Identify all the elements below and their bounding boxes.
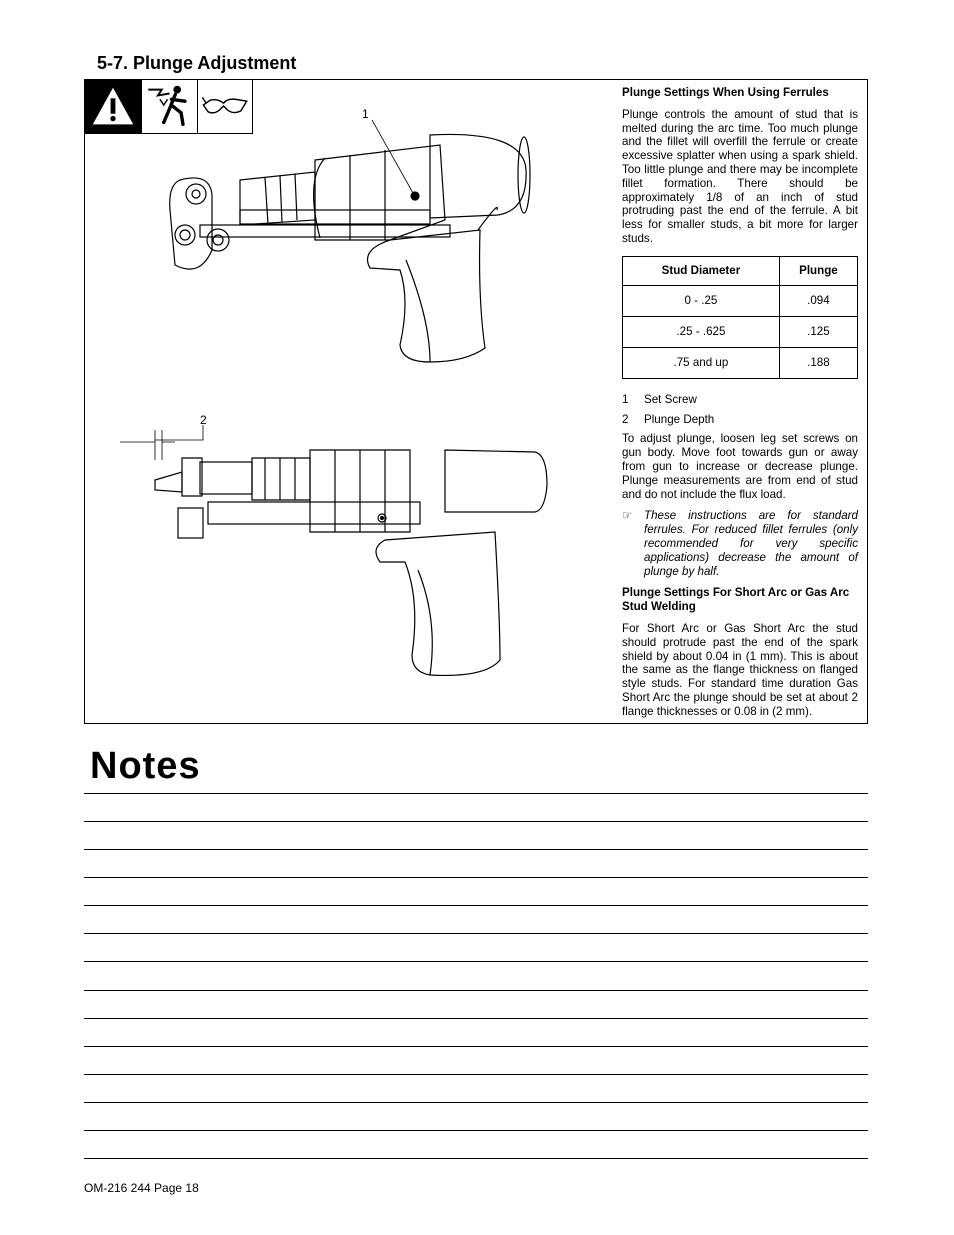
table-row [623,316,858,347]
plunge-table [622,256,858,379]
note-line [84,1074,868,1075]
note-line [84,793,868,794]
note-line [84,821,868,822]
ferrules-body: Plunge controls the amount of stud that is melted during the arc time. Too much plunge and the fillet will overfill the ferrule or create excessive splatter when using a spark shield. Too little plunge and there may be incomplete fillet formation. There should be approximately 1/8 of an inch of stud protruding past the end of the ferrule. A bit less for smaller studs, a bit more for larger studs. [622,107,858,245]
legend-item [622,393,858,407]
table-cell: .094 [779,285,857,316]
upper-gun-housing [315,145,445,240]
callout-2: 2 [200,413,207,427]
table-row [623,285,858,316]
lower-gun-handle [376,532,500,675]
note [622,509,858,578]
note-line [84,1130,868,1131]
notes-title: Notes [90,745,201,787]
note-line [84,1018,868,1019]
upper-gun-collet [240,172,315,225]
lower-gun-foot [182,458,202,496]
table-header-plunge: Plunge [779,256,857,285]
short-arc-body: For Short Arc or Gas Short Arc the stud should protrude past the end of the spark shield by about 0.04 in (1 mm). This is about the same as the flange thickness on flanged style studs. For standard time duration Gas Short Arc the plunge should be set at about 2 flange thicknesses or 0.08 in (2 mm). [622,621,858,718]
note-line [84,1158,868,1159]
upper-gun-handle [368,230,486,362]
short-arc-heading: Plunge Settings For Short Arc or Gas Arc Stud Welding [622,586,850,614]
note-line [84,961,868,962]
legend-number: 1 [622,392,629,406]
note-line [84,849,868,850]
note-line [84,905,868,906]
legend-label: Set Screw [644,392,697,406]
table-row [623,347,858,378]
note-line [84,1102,868,1103]
note-line [84,990,868,991]
stud-gun-illustration [100,100,570,690]
lower-gun-barrel [445,450,547,512]
table-header-row [623,256,858,285]
lower-gun-collet [252,458,310,500]
callout-1: 1 [362,107,369,121]
table-cell: .75 and up [623,347,780,378]
table-cell: .125 [779,316,857,347]
legend-item [622,413,858,427]
ferrules-heading: Plunge Settings When Using Ferrules [622,86,829,99]
instructions-column [622,86,858,727]
table-cell: .188 [779,347,857,378]
section-title: 5-7. Plunge Adjustment [97,53,297,73]
note-line [84,1046,868,1047]
note-line [84,877,868,878]
table-cell: .25 - .625 [623,316,780,347]
note-text: These instructions are for standard ferrules. For reduced fillet ferrules (only recommended for very specific applications) decrease the amount of plunge by half. [644,509,858,578]
adjust-instructions: To adjust plunge, loosen leg set screws on gun body. Move foot towards gun or away from gun to increase or decrease plunge. Plunge measurements are from end of stud and do not include the flux load. [622,432,858,501]
pointing-hand-icon: ☞ [622,509,633,523]
legend-number: 2 [622,412,629,426]
table-cell: 0 - .25 [623,285,780,316]
note-line [84,933,868,934]
legend-label: Plunge Depth [644,412,715,426]
table-header-stud-diameter: Stud Diameter [623,256,780,285]
page-footer: OM-216 244 Page 18 [84,1181,199,1195]
